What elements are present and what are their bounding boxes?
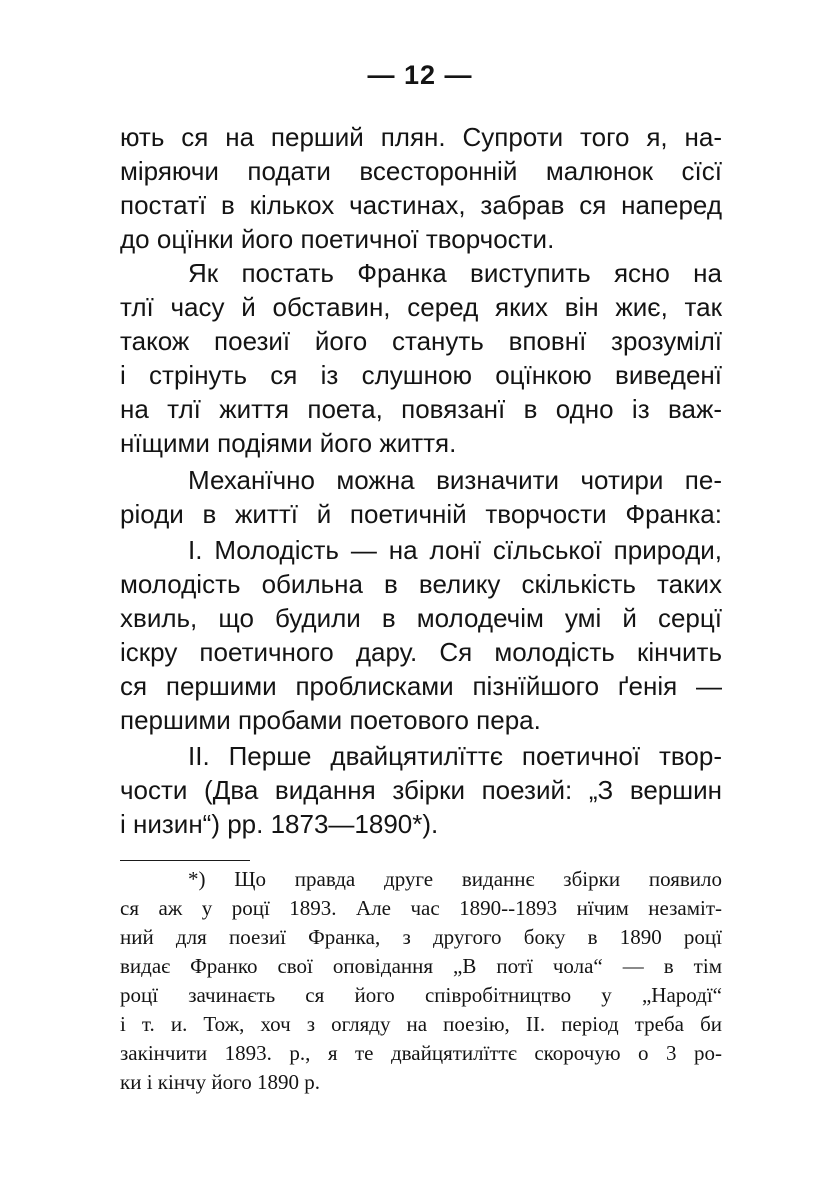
text-line: нїщими подіями його життя. <box>120 428 457 458</box>
text-line: ють ся на перший плян. Супроти того я, на- <box>120 122 722 152</box>
text-line: ся першими проблисками пізнїйшого ґенія — <box>120 671 722 701</box>
footnote-line: роцї зачинаєть ся його співробітництво у „Народї“ <box>120 983 722 1007</box>
footnote-line: *) Що правда друге виданнє збірки появило <box>188 867 722 891</box>
footnote-line: видає Франко свої оповідання „В потї чола“ — в тім <box>120 954 722 978</box>
text-line: I. Молодість — на лонї сїльської природи, <box>188 535 722 565</box>
text-line: до оцїнки його поетичної творчости. <box>120 224 555 254</box>
text-line: ріоди в життї й поетичній творчости Франка: <box>120 499 722 529</box>
text-line: тлї часу й обставин, серед яких він жиє, так <box>120 292 722 322</box>
footnote-divider <box>120 860 250 861</box>
footnote-line: ки і кінчу його 1890 р. <box>120 1070 320 1094</box>
text-line: і стрінуть ся із слушною оцїнкою виведенї <box>120 360 722 390</box>
text-line: хвиль, що будили в молодечім умі й серцї <box>120 603 722 633</box>
text-line: на тлї життя поета, повязанї в одно із важ- <box>120 394 722 424</box>
text-line: II. Перше двайцятилїттє поетичної твор- <box>188 741 722 771</box>
text-line: постатї в кількох частинах, забрав ся наперед <box>120 190 722 220</box>
text-line: також поезиї його стануть вповнї зрозумілї <box>120 326 722 356</box>
page-number: — 12 — <box>367 60 473 90</box>
text-line: першими пробами поетового пера. <box>120 705 541 735</box>
footnote-line: ся аж у роцї 1893. Але час 1890--1893 нїчим незаміт- <box>120 896 722 920</box>
text-line: іскру поетичного дару. Ся молодість кінчить <box>120 637 722 667</box>
text-line: міряючи подати всесторонній малюнок сїсї <box>120 156 722 186</box>
text-line: чости (Два видання збірки поезий: „З вершин <box>120 775 722 805</box>
footnote-line: і т. и. Тож, хоч з огляду на поезію, II. період треба би <box>120 1012 722 1036</box>
text-line: Як постать Франка виступить ясно на <box>188 258 722 288</box>
footnote-line: закінчити 1893. р., я те двайцятилїттє скорочую о 3 ро- <box>120 1041 722 1065</box>
text-line: Механїчно можна визначити чотири пе- <box>188 465 722 495</box>
footnote-line: ний для поезиї Франка, з другого боку в 1890 роцї <box>120 925 722 949</box>
text-line: молодість обильна в велику скількість таких <box>120 569 722 599</box>
text-line: і низин“) рр. 1873—1890*). <box>120 809 439 839</box>
